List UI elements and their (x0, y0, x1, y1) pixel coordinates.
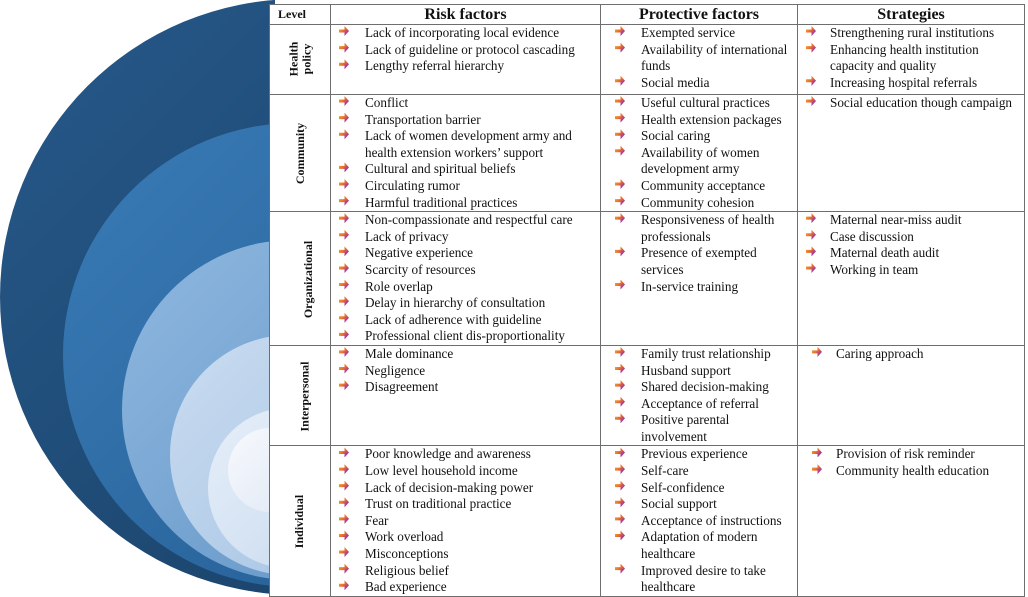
row-organizational (270, 212, 1025, 346)
list-item: Exempted service (615, 25, 797, 42)
risk-factors-cell (331, 212, 601, 346)
risk-factors-cell (331, 345, 601, 446)
row-health-policy (270, 25, 1025, 95)
list-item: Maternal near-miss audit (806, 212, 1024, 229)
protective-list (601, 212, 797, 295)
strategies-cell (798, 212, 1025, 346)
list-item: Poor knowledge and awareness (339, 446, 600, 463)
strategies-list (798, 446, 1024, 479)
level-cell (270, 446, 331, 597)
list-item: Increasing hospital referrals (806, 75, 1024, 92)
strategies-cell (798, 95, 1025, 212)
list-item: Social caring (615, 128, 797, 145)
list-item: Useful cultural practices (615, 95, 797, 112)
list-item: Lack of guideline or protocol cascading (339, 42, 600, 59)
strategies-list (798, 346, 1024, 363)
level-label-line: Organizational (301, 240, 316, 318)
level-label-line: Interpersonal (297, 361, 312, 432)
list-item: Enhancing health institution capacity and quality (806, 42, 1024, 75)
list-item: Transportation barrier (339, 112, 600, 129)
list-item: Social support (615, 496, 797, 513)
list-item: Male dominance (339, 346, 600, 363)
list-item: Previous experience (615, 446, 797, 463)
list-item: Provision of risk reminder (812, 446, 1024, 463)
list-item: Negligence (339, 363, 600, 380)
list-item: Fear (339, 513, 600, 530)
list-item: Self-care (615, 463, 797, 480)
header-level: Level (270, 5, 331, 25)
list-item: Cultural and spiritual beliefs (339, 161, 600, 178)
list-item: Lengthy referral hierarchy (339, 58, 600, 75)
protective-list (601, 346, 797, 446)
list-item: Conflict (339, 95, 600, 112)
level-cell (270, 25, 331, 95)
list-item: Maternal death audit (806, 245, 1024, 262)
risk-factors-cell (331, 25, 601, 95)
level-label (299, 361, 312, 431)
list-item: Working in team (806, 262, 1024, 279)
strategies-list (798, 212, 1024, 278)
row-interpersonal (270, 345, 1025, 446)
protective-factors-cell (601, 212, 798, 346)
list-item: Scarcity of resources (339, 262, 600, 279)
protective-list (601, 95, 797, 211)
level-label (294, 123, 307, 184)
strategies-list (798, 25, 1024, 91)
list-item: Shared decision-making (615, 379, 797, 396)
header-risk-factors: Risk factors (331, 5, 601, 25)
list-item: Circulating rumor (339, 178, 600, 195)
list-item: Lack of privacy (339, 229, 600, 246)
header-protective-factors: Protective factors (601, 5, 798, 25)
list-item: Health extension packages (615, 112, 797, 129)
list-item: Community health education (812, 463, 1024, 480)
list-item: Misconceptions (339, 546, 600, 563)
list-item: Family trust relationship (615, 346, 797, 363)
list-item: Negative experience (339, 245, 600, 262)
list-item: Self-confidence (615, 480, 797, 497)
level-cell (270, 212, 331, 346)
protective-factors-cell (601, 95, 798, 212)
level-label (287, 41, 313, 76)
header-strategies: Strategies (798, 5, 1025, 25)
list-item: Community cohesion (615, 195, 797, 212)
list-item: Availability of women development army (615, 145, 797, 178)
list-item: Husband support (615, 363, 797, 380)
strategies-cell (798, 446, 1025, 597)
list-item: Professional client dis-proportionality (339, 328, 600, 345)
protective-factors-cell (601, 446, 798, 597)
row-individual (270, 446, 1025, 597)
risk-factors-cell (331, 95, 601, 212)
level-cell (270, 95, 331, 212)
list-item: Presence of exempted services (615, 245, 797, 278)
list-item: Trust on traditional practice (339, 496, 600, 513)
strategies-list (798, 95, 1024, 112)
list-item: Strengthening rural institutions (806, 25, 1024, 42)
list-item: Responsiveness of health professionals (615, 212, 797, 245)
list-item: Availability of international funds (615, 42, 797, 75)
list-item: Bad experience (339, 579, 600, 596)
header-row (270, 5, 1025, 25)
list-item: Acceptance of referral (615, 396, 797, 413)
strategies-cell (798, 345, 1025, 446)
list-item: Lack of decision-making power (339, 480, 600, 497)
list-item: Positive parental involvement (615, 412, 797, 445)
list-item: Caring approach (812, 346, 1024, 363)
protective-list (601, 446, 797, 595)
list-item: Role overlap (339, 279, 600, 296)
risk-list (331, 346, 600, 396)
level-label (294, 495, 307, 548)
risk-list (331, 446, 600, 595)
list-item: Social education though campaign (806, 95, 1024, 112)
strategies-cell (798, 25, 1025, 95)
level-label-line: Health (285, 41, 300, 76)
list-item: Adaptation of modern healthcare (615, 529, 797, 562)
factors-table (269, 4, 1025, 597)
list-item: In-service training (615, 279, 797, 296)
level-label-line: policy (298, 43, 313, 74)
list-item: Non-compassionate and respectful care (339, 212, 600, 229)
list-item: Delay in hierarchy of consultation (339, 295, 600, 312)
list-item: Improved desire to take healthcare (615, 563, 797, 596)
list-item: Community acceptance (615, 178, 797, 195)
list-item: Acceptance of instructions (615, 513, 797, 530)
list-item: Religious belief (339, 563, 600, 580)
level-cell (270, 345, 331, 446)
list-item: Harmful traditional practices (339, 195, 600, 212)
list-item: Work overload (339, 529, 600, 546)
level-label (302, 240, 315, 317)
row-community (270, 95, 1025, 212)
protective-factors-cell (601, 25, 798, 95)
protective-factors-cell (601, 345, 798, 446)
risk-list (331, 25, 600, 75)
list-item: Lack of women development army and health extension workers’ support (339, 128, 600, 161)
level-label-line: Individual (292, 495, 307, 549)
list-item: Lack of incorporating local evidence (339, 25, 600, 42)
list-item: Low level household income (339, 463, 600, 480)
protective-list (601, 25, 797, 91)
list-item: Case discussion (806, 229, 1024, 246)
nested-levels-diagram (0, 0, 275, 595)
list-item: Disagreement (339, 379, 600, 396)
risk-factors-cell (331, 446, 601, 597)
list-item: Lack of adherence with guideline (339, 312, 600, 329)
risk-list (331, 212, 600, 345)
risk-list (331, 95, 600, 211)
list-item: Social media (615, 75, 797, 92)
level-label-line: Community (293, 122, 308, 185)
